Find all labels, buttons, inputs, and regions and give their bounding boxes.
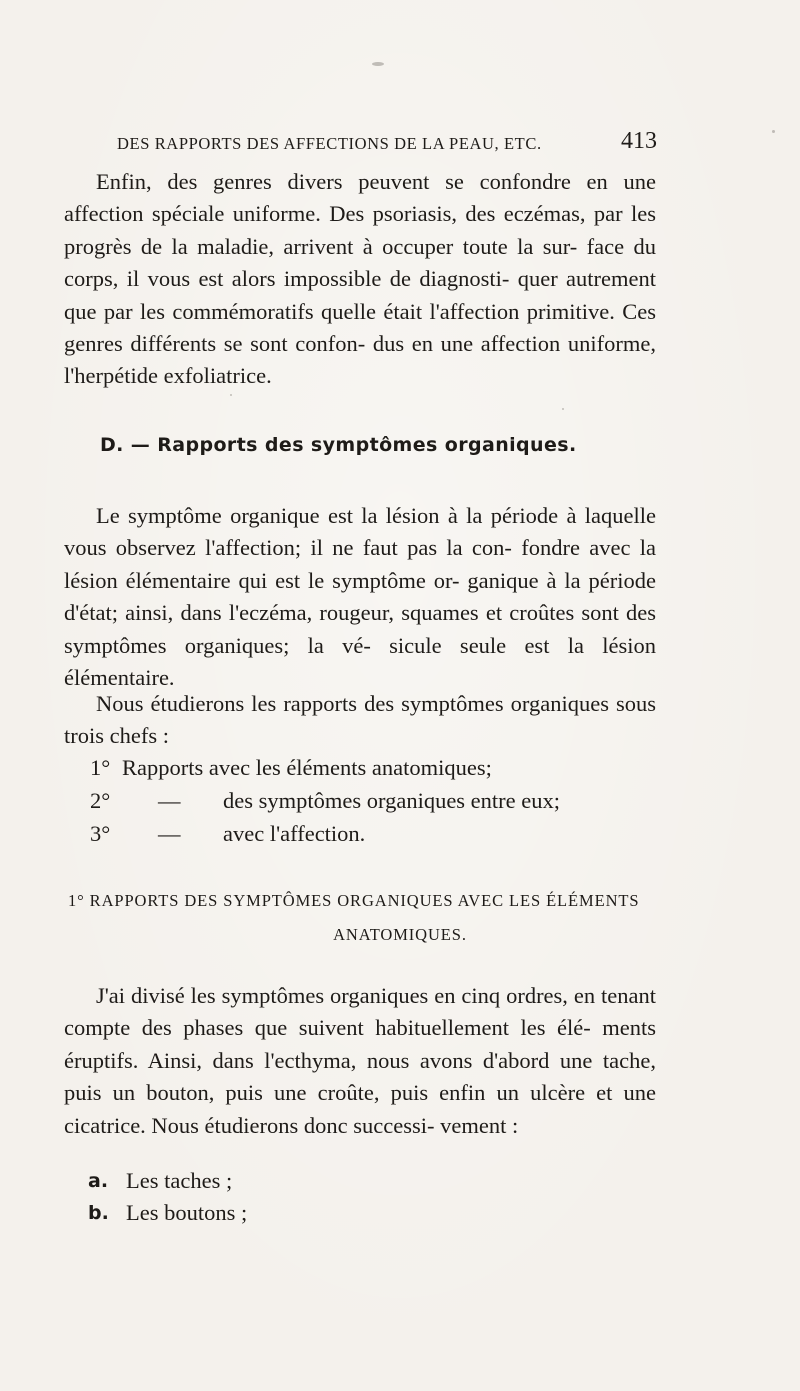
text-line: Nous étudierons les rapports des symptômes organiques: [96, 691, 609, 716]
text-line: vement :: [440, 1112, 519, 1138]
paragraph-text: [64, 688, 656, 753]
text-line: ganique à la période d'état; ainsi, dans l'eczéma, rougeur,: [64, 567, 656, 626]
chef-number: 2°: [90, 787, 111, 813]
text-line: squames et croûtes sont des symptômes organiques; la vé-: [64, 600, 656, 658]
chef-item: [90, 785, 630, 818]
enumeration-text: Les boutons ;: [126, 1200, 248, 1226]
running-title: DES RAPPORTS DES AFFECTIONS DE LA PEAU, ETC.: [117, 134, 542, 153]
text-line: quer autrement que par les commémoratifs quelle était: [64, 266, 656, 324]
ditto-dash: —: [158, 820, 181, 846]
paragraph-text: [64, 980, 656, 1142]
chef-number: 3°: [90, 820, 111, 846]
text-line: sous trois chefs :: [64, 691, 656, 749]
text-line: J'ai divisé les symptômes organiques en cinq ordres, en: [96, 983, 596, 1008]
chef-text: avec l'affection.: [223, 820, 366, 846]
enumeration-item: [88, 1197, 648, 1229]
text-line: Le symptôme organique est la lésion à la période à: [96, 503, 577, 528]
paper-speck: [772, 130, 775, 133]
chef-item: [90, 818, 630, 851]
chef-text: des symptômes organiques entre eux;: [223, 787, 561, 813]
text-line: tenant compte des phases que suivent habituellement les élé-: [64, 983, 657, 1041]
text-line: fondre avec la lésion élémentaire qui est le symptôme or-: [64, 535, 657, 593]
text-line: ulcère et une cicatrice. Nous étudierons donc successi-: [64, 1080, 657, 1138]
text-line: les progrès de la maladie, arrivent à occuper toute la sur-: [64, 201, 656, 259]
text-line: une tache, puis un bouton, puis une croûte, puis enfin un: [64, 1047, 656, 1106]
chef-text: Rapports avec les éléments anatomiques;: [122, 755, 492, 780]
paper-speck: [230, 394, 232, 396]
paragraph-trois-chefs: [64, 688, 656, 753]
enumeration-text: Les taches ;: [126, 1168, 233, 1193]
enumeration-letter: b.: [88, 1202, 109, 1225]
section-heading: D. — Rapports des symptômes organiques.: [100, 434, 577, 456]
chefs-list: [90, 752, 630, 850]
page-number: 413: [621, 128, 657, 154]
chef-item: [90, 752, 630, 785]
text-line: dus en une affection uniforme, l'herpétide exfoliatrice.: [64, 331, 656, 389]
chef-number: 1°: [90, 755, 111, 780]
enumeration-item: [88, 1165, 648, 1197]
paragraph-cinq-ordres: [64, 980, 656, 1142]
paper-speck: [372, 62, 384, 66]
subsection-heading-line-1: 1° RAPPORTS DES SYMPTÔMES ORGANIQUES AVEC LES ÉLÉMENTS: [68, 891, 640, 910]
enumeration-letter: a.: [88, 1170, 109, 1192]
paragraph-genres: [64, 166, 656, 393]
paper-speck: [562, 408, 564, 410]
ditto-dash: —: [158, 787, 181, 813]
text-line: affection spéciale uniforme. Des psoriasis, des eczémas, par: [64, 201, 623, 227]
paragraph-text: [64, 500, 656, 694]
subsection-heading-line-2: ANATOMIQUES.: [333, 925, 467, 944]
running-head: [117, 128, 657, 158]
enumeration-list: [88, 1165, 648, 1230]
text-line: ments éruptifs. Ainsi, dans l'ecthyma, nous avons d'abord: [64, 1015, 657, 1073]
text-line: sicule seule est la lésion élémentaire.: [64, 632, 656, 691]
paragraph-text: [64, 166, 656, 393]
text-line: l'affection primitive. Ces genres différents se sont confon-: [64, 298, 656, 357]
text-line: face du corps, il vous est alors impossible de diagnosti-: [64, 233, 657, 292]
text-line: laquelle vous observez l'affection; il ne faut pas la con-: [64, 503, 656, 561]
paragraph-symptome-organique: [64, 500, 656, 694]
text-line: Enfin, des genres divers peuvent se confondre en une: [96, 169, 656, 194]
